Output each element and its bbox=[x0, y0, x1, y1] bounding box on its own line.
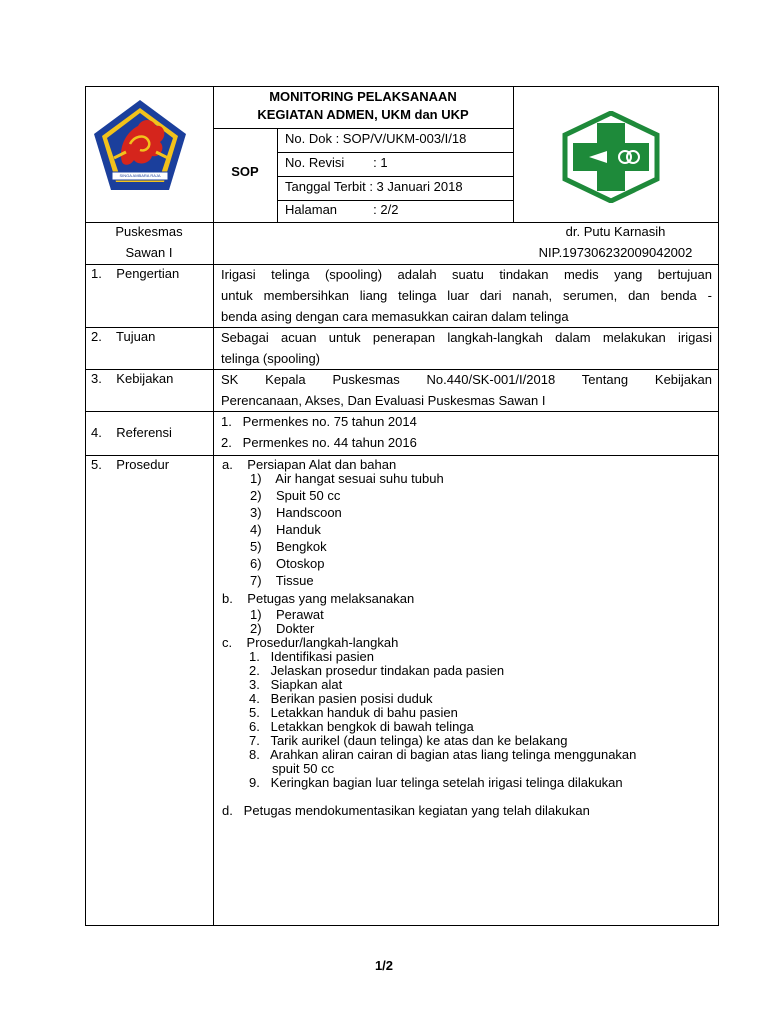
tujuan-line-2: telinga (spooling) bbox=[221, 351, 321, 366]
prosedur-c-item-7: 7. Tarik aurikel (daun telinga) ke atas dan ke belakang bbox=[249, 733, 568, 748]
section-label-pengertian: 1. Pengertian bbox=[91, 266, 180, 281]
prosedur-c-item-6: 6. Letakkan bengkok di bawah telinga bbox=[249, 719, 474, 734]
prosedur-c-item-9: 9. Keringkan bagian luar telinga setelah irigasi telinga dilakukan bbox=[249, 775, 623, 790]
prosedur-b-title: b. Petugas yang melaksanakan bbox=[222, 591, 415, 606]
prosedur-b-item-2: 2) Dokter bbox=[250, 621, 315, 636]
section-label-kebijakan: 3. Kebijakan bbox=[91, 371, 174, 386]
prosedur-c-item-5: 5. Letakkan handuk di bahu pasien bbox=[249, 705, 458, 720]
org-name-line-1: Puskesmas bbox=[115, 224, 183, 239]
prosedur-a-title: a. Persiapan Alat dan bahan bbox=[222, 457, 397, 472]
prosedur-a-item-4: 4) Handuk bbox=[250, 522, 321, 537]
revision-number: No. Revisi : 1 bbox=[285, 155, 388, 170]
prosedur-c-title: c. Prosedur/langkah-langkah bbox=[222, 635, 399, 650]
logo-motto: SINGA AMBARA RAJA bbox=[119, 173, 161, 178]
title-line-2: KEGIATAN ADMEN, UKM dan UKP bbox=[257, 107, 469, 122]
section-label-tujuan: 2. Tujuan bbox=[91, 329, 156, 344]
prosedur-a-item-2: 2) Spuit 50 cc bbox=[250, 488, 341, 503]
section-label-referensi: 4. Referensi bbox=[91, 425, 172, 440]
referensi-item-2: 2. Permenkes no. 44 tahun 2016 bbox=[221, 435, 417, 450]
prosedur-d-title: d. Petugas mendokumentasikan kegiatan yang telah dilakukan bbox=[222, 803, 590, 818]
pengertian-text bbox=[221, 264, 712, 327]
prosedur-c-item-2: 2. Jelaskan prosedur tindakan pada pasien bbox=[249, 663, 505, 678]
prosedur-c-item-1: 1. Identifikasi pasien bbox=[249, 649, 375, 664]
kebijakan-line-1: SK Kepala Puskesmas No.440/SK-001/I/2018 Tentang Kebijakan bbox=[221, 372, 712, 387]
kebijakan-text bbox=[221, 369, 712, 411]
prosedur-a-item-7: 7) Tissue bbox=[250, 573, 314, 588]
pengertian-line-3: benda asing dengan cara memasukkan cairan dalam telinga bbox=[221, 309, 569, 324]
page-number: 1/2 bbox=[374, 958, 394, 973]
issue-date: Tanggal Terbit : 3 Januari 2018 bbox=[285, 179, 463, 194]
prosedur-a-item-1: 1) Air hangat sesuai suhu tubuh bbox=[250, 471, 444, 486]
sop-label: SOP bbox=[231, 164, 259, 179]
head-nip: NIP.197306232009042002 bbox=[538, 245, 693, 260]
kebijakan-line-2: Perencanaan, Akses, Dan Evaluasi Puskesmas Sawan I bbox=[221, 393, 546, 408]
org-name-line-2: Sawan I bbox=[125, 245, 173, 260]
doc-number: No. Dok : SOP/V/UKM-003/I/18 bbox=[285, 131, 467, 146]
prosedur-c-item-3: 3. Siapkan alat bbox=[249, 677, 343, 692]
referensi-item-1: 1. Permenkes no. 75 tahun 2014 bbox=[221, 414, 417, 429]
pengertian-line-1: Irigasi telinga (spooling) adalah suatu tindakan medis yang bertujuan bbox=[221, 267, 712, 282]
prosedur-c-item-8-cont: spuit 50 cc bbox=[272, 761, 335, 776]
section-label-prosedur: 5. Prosedur bbox=[91, 457, 170, 472]
prosedur-c-item-8: 8. Arahkan aliran cairan di bagian atas liang telinga menggunakan bbox=[249, 747, 637, 762]
pengertian-line-2: untuk membersihkan liang telinga luar dari nanah, serumen, dan benda - bbox=[221, 288, 712, 303]
title-line-1: MONITORING PELAKSANAAN bbox=[269, 89, 457, 104]
tujuan-text bbox=[221, 327, 712, 369]
prosedur-a-item-6: 6) Otoskop bbox=[250, 556, 325, 571]
tujuan-line-1: Sebagai acuan untuk penerapan langkah-langkah dalam melakukan irigasi bbox=[221, 330, 712, 345]
prosedur-b-item-1: 1) Perawat bbox=[250, 607, 324, 622]
puskesmas-logo bbox=[90, 96, 190, 196]
prosedur-a-item-5: 5) Bengkok bbox=[250, 539, 327, 554]
head-name: dr. Putu Karnasih bbox=[565, 224, 666, 239]
prosedur-c-item-4: 4. Berikan pasien posisi duduk bbox=[249, 691, 433, 706]
prosedur-a-item-3: 3) Handscoon bbox=[250, 505, 342, 520]
page-info: Halaman : 2/2 bbox=[285, 202, 399, 217]
health-cross-logo bbox=[559, 111, 663, 203]
